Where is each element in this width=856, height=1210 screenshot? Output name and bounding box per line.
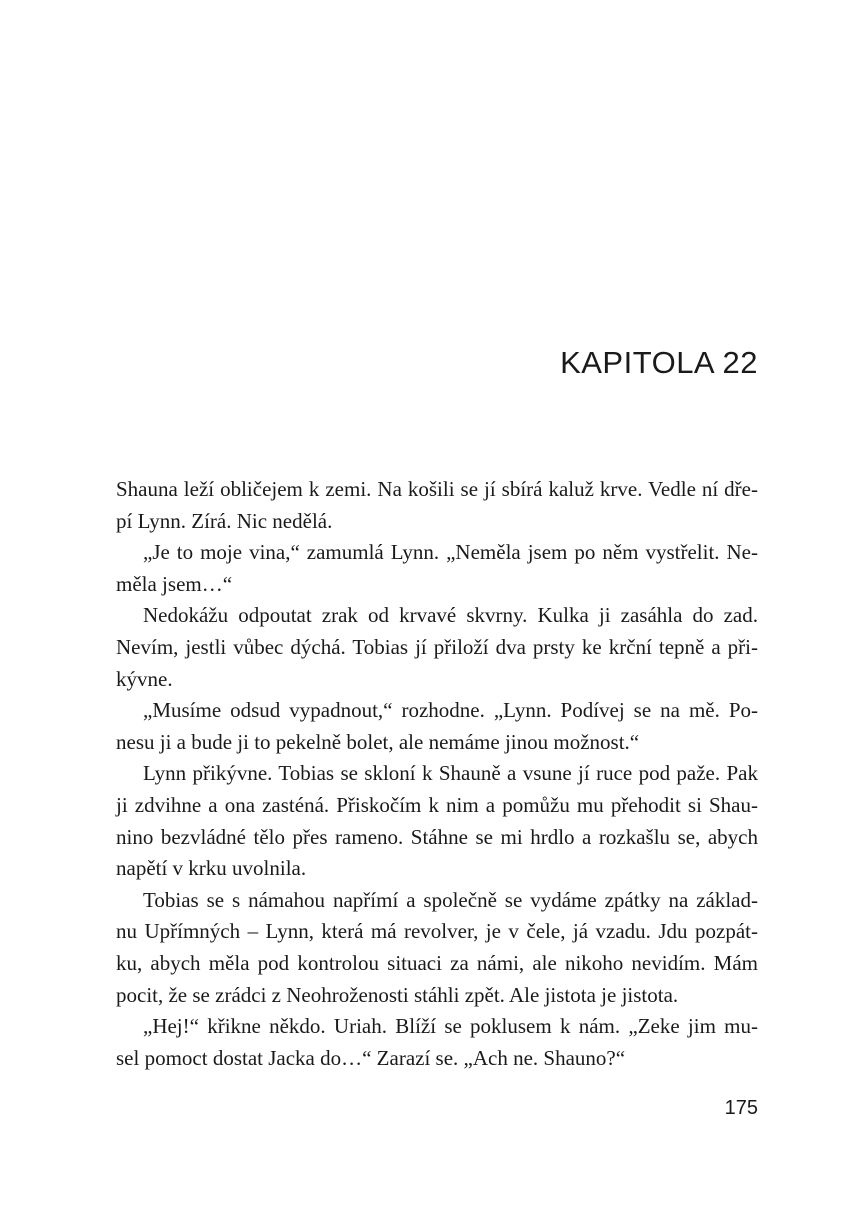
page-number: 175 [724, 1097, 758, 1119]
text-line: nino bezvládné tělo přes rameno. Stáhne se mi hrdlo a rozkašlu se, abych [116, 824, 758, 849]
text-line: ku, abych měla pod kontrolou situaci za námi, ale nikoho nevidím. Mám [116, 950, 758, 975]
chapter-body [116, 474, 758, 1074]
text-line: Lynn přikývne. Tobias se skloní k Shauně a vsune jí ruce pod paže. Pak [143, 761, 758, 786]
text-line: napětí v krku uvolnila. [116, 856, 307, 881]
text-line: „Hej!“ křikne někdo. Uriah. Blíží se poklusem k nám. „Zeke jim mu- [143, 1014, 758, 1039]
text-line: pí Lynn. Zírá. Nic nedělá. [116, 508, 333, 533]
text-line: Nedokážu odpoutat zrak od krvavé skvrny. Kulka ji zasáhla do zad. [143, 603, 758, 628]
chapter-title: KAPITOLA 22 [560, 345, 758, 380]
text-line: „Je to moje vina,“ zamumlá Lynn. „Neměla jsem po něm vystřelit. Ne- [143, 540, 758, 565]
text-line: kývne. [116, 666, 173, 691]
text-line: ji zdvihne a ona zasténá. Přiskočím k nim a pomůžu mu přehodit si Shau- [116, 792, 758, 817]
text-line: „Musíme odsud vypadnout,“ rozhodne. „Lynn. Podívej se na mě. Po- [143, 698, 758, 723]
text-line: nu Upřímných – Lynn, která má revolver, je v čele, já vzadu. Jdu pozpát- [116, 919, 758, 944]
text-line: Nevím, jestli vůbec dýchá. Tobias jí přiloží dva prsty ke krční tepně a při- [116, 634, 758, 659]
text-line: Tobias se s námahou napřímí a společně se vydáme zpátky na základ- [143, 887, 758, 912]
text-line: sel pomoct dostat Jacka do…“ Zarazí se. „Ach ne. Shauno?“ [116, 1045, 626, 1070]
text-line: Shauna leží obličejem k zemi. Na košili se jí sbírá kaluž krve. Vedle ní dře- [116, 477, 758, 501]
text-line: nesu ji a bude ji to pekelně bolet, ale nemáme jinou možnost.“ [116, 729, 640, 754]
text-line: měla jsem…“ [116, 571, 233, 596]
text-line: pocit, že se zrádci z Neohroženosti stáhli zpět. Ale jistota je jistota. [116, 982, 679, 1007]
